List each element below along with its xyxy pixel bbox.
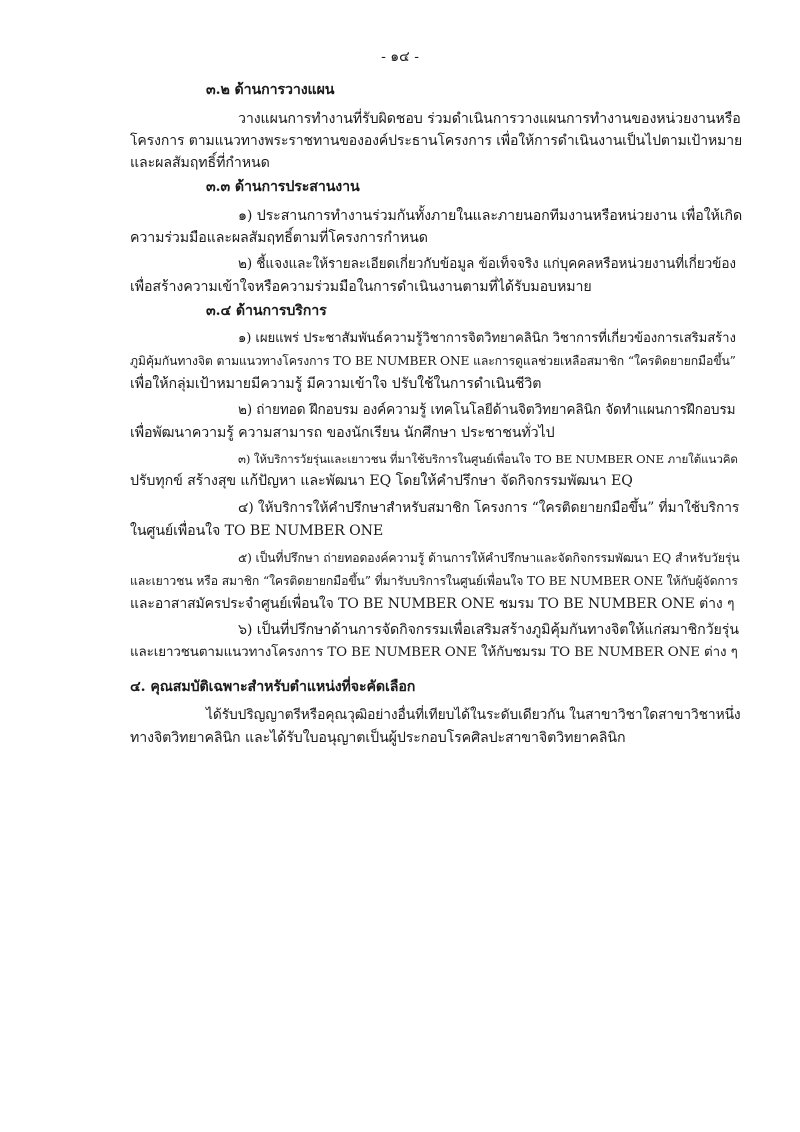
- paragraph-line: ทางจิตวิทยาคลินิก และได้รับใบอนุญาตเป็นผู้ประกอบโรคศิลปะสาขาจิตวิทยาคลินิก: [130, 730, 626, 746]
- list-item: ๑) ประสานการทำงานร่วมกันทั้งภายในและภายนอกทีมงานหรือหน่วยงาน เพื่อให้เกิด: [238, 208, 743, 224]
- paragraph-line: และเยาวชน หรือ สมาชิก “ใครติดยายกมือขึ้น” ที่มารับบริการในศูนย์เพื่อนใจ TO BE NUMBER ONE ให้กับผู้จัดการ: [130, 574, 738, 588]
- paragraph-line: ได้รับปริญญาตรีหรือคุณวุฒิอย่างอื่นที่เทียบได้ในระดับเดียวกัน ในสาขาวิชาใดสาขาวิชาหนึ่ง: [206, 707, 741, 723]
- list-item: ๖) เป็นที่ปรึกษาด้านการจัดกิจกรรมเพื่อเสริมสร้างภูมิคุ้มกันทางจิตให้แก่สมาชิกวัยรุ่น: [238, 622, 739, 638]
- paragraph-line: เพื่อสร้างความเข้าใจหรือความร่วมมือในการดำเนินงานตามที่ได้รับมอบหมาย: [130, 279, 592, 295]
- paragraph-line: โครงการ ตามแนวทางพระราชทานขององค์ประธานโครงการ เพื่อให้การดำเนินงานเป็นไปตามเป้าหมาย: [130, 133, 743, 149]
- list-item: ๒) ถ่ายทอด ฝึกอบรม องค์ความรู้ เทคโนโลยีด้านจิตวิทยาคลินิก จัดทำแผนการฝึกอบรม: [238, 402, 736, 418]
- list-item: ๕) เป็นที่ปรึกษา ถ่ายทอดองค์ความรู้ ด้านการให้คำปรึกษาและจัดกิจกรรมพัฒนา EQ สำหรับวัยรุ่น: [238, 551, 740, 565]
- paragraph-line: ภูมิคุ้มกันทางจิต ตามแนวทางโครงการ TO BE NUMBER ONE และการดูแลช่วยเหลือสมาชิก “ใครติดยายกมือขึ้น”: [130, 354, 736, 368]
- paragraph-line: ในศูนย์เพื่อนใจ TO BE NUMBER ONE: [130, 523, 384, 539]
- paragraph-line: ปรับทุกข์ สร้างสุข แก้ปัญหา และพัฒนา EQ โดยให้คำปรึกษา จัดกิจกรรมพัฒนา EQ: [130, 473, 633, 489]
- section-heading-qualifications: ๔. คุณสมบัติเฉพาะสำหรับตำแหน่งที่จะคัดเลือก: [130, 679, 416, 695]
- list-item: ๒) ชี้แจงและให้รายละเอียดเกี่ยวกับข้อมูล ข้อเท็จจริง แก่บุคคลหรือหน่วยงานที่เกี่ยวข้อง: [238, 256, 736, 272]
- paragraph-line: เพื่อพัฒนาความรู้ ความสามารถ ของนักเรียน นักศึกษา ประชาชนทั่วไป: [130, 425, 555, 441]
- paragraph-line: วางแผนการทำงานที่รับผิดชอบ ร่วมดำเนินการวางแผนการทำงานของหน่วยงานหรือ: [238, 111, 741, 127]
- section-heading-service: ๓.๔ ด้านการบริการ: [206, 303, 327, 319]
- list-item: ๑) เผยแพร่ ประชาสัมพันธ์ความรู้วิชาการจิตวิทยาคลินิก วิชาการที่เกี่ยวข้องการเสริมสร้าง: [238, 331, 736, 346]
- paragraph-line: และอาสาสมัครประจำศูนย์เพื่อนใจ TO BE NUMBER ONE ชมรม TO BE NUMBER ONE ต่าง ๆ: [130, 596, 735, 612]
- paragraph-line: เพื่อให้กลุ่มเป้าหมายมีความรู้ มีความเข้าใจ ปรับใช้ในการดำเนินชีวิต: [130, 376, 542, 392]
- paragraph-line: ความร่วมมือและผลสัมฤทธิ์ตามที่โครงการกำหนด: [130, 230, 428, 246]
- list-item: ๔) ให้บริการให้คำปรึกษาสำหรับสมาชิก โครงการ “ใครติดยายกมือขึ้น” ที่มาใช้บริการ: [238, 500, 740, 516]
- paragraph-line: และผลสัมฤทธิ์ที่กำหนด: [130, 155, 270, 171]
- section-heading-planning: ๓.๒ ด้านการวางแผน: [206, 82, 335, 98]
- section-heading-coordination: ๓.๓ ด้านการประสานงาน: [206, 179, 360, 195]
- list-item: ๓) ให้บริการวัยรุ่นและเยาวชน ที่มาใช้บริการในศูนย์เพื่อนใจ TO BE NUMBER ONE ภายใต้แนวคิด: [238, 452, 738, 466]
- paragraph-line: และเยาวชนตามแนวทางโครงการ TO BE NUMBER ONE ให้กับชมรม TO BE NUMBER ONE ต่าง ๆ: [130, 645, 738, 660]
- page-number: - ๑๔ -: [381, 49, 419, 65]
